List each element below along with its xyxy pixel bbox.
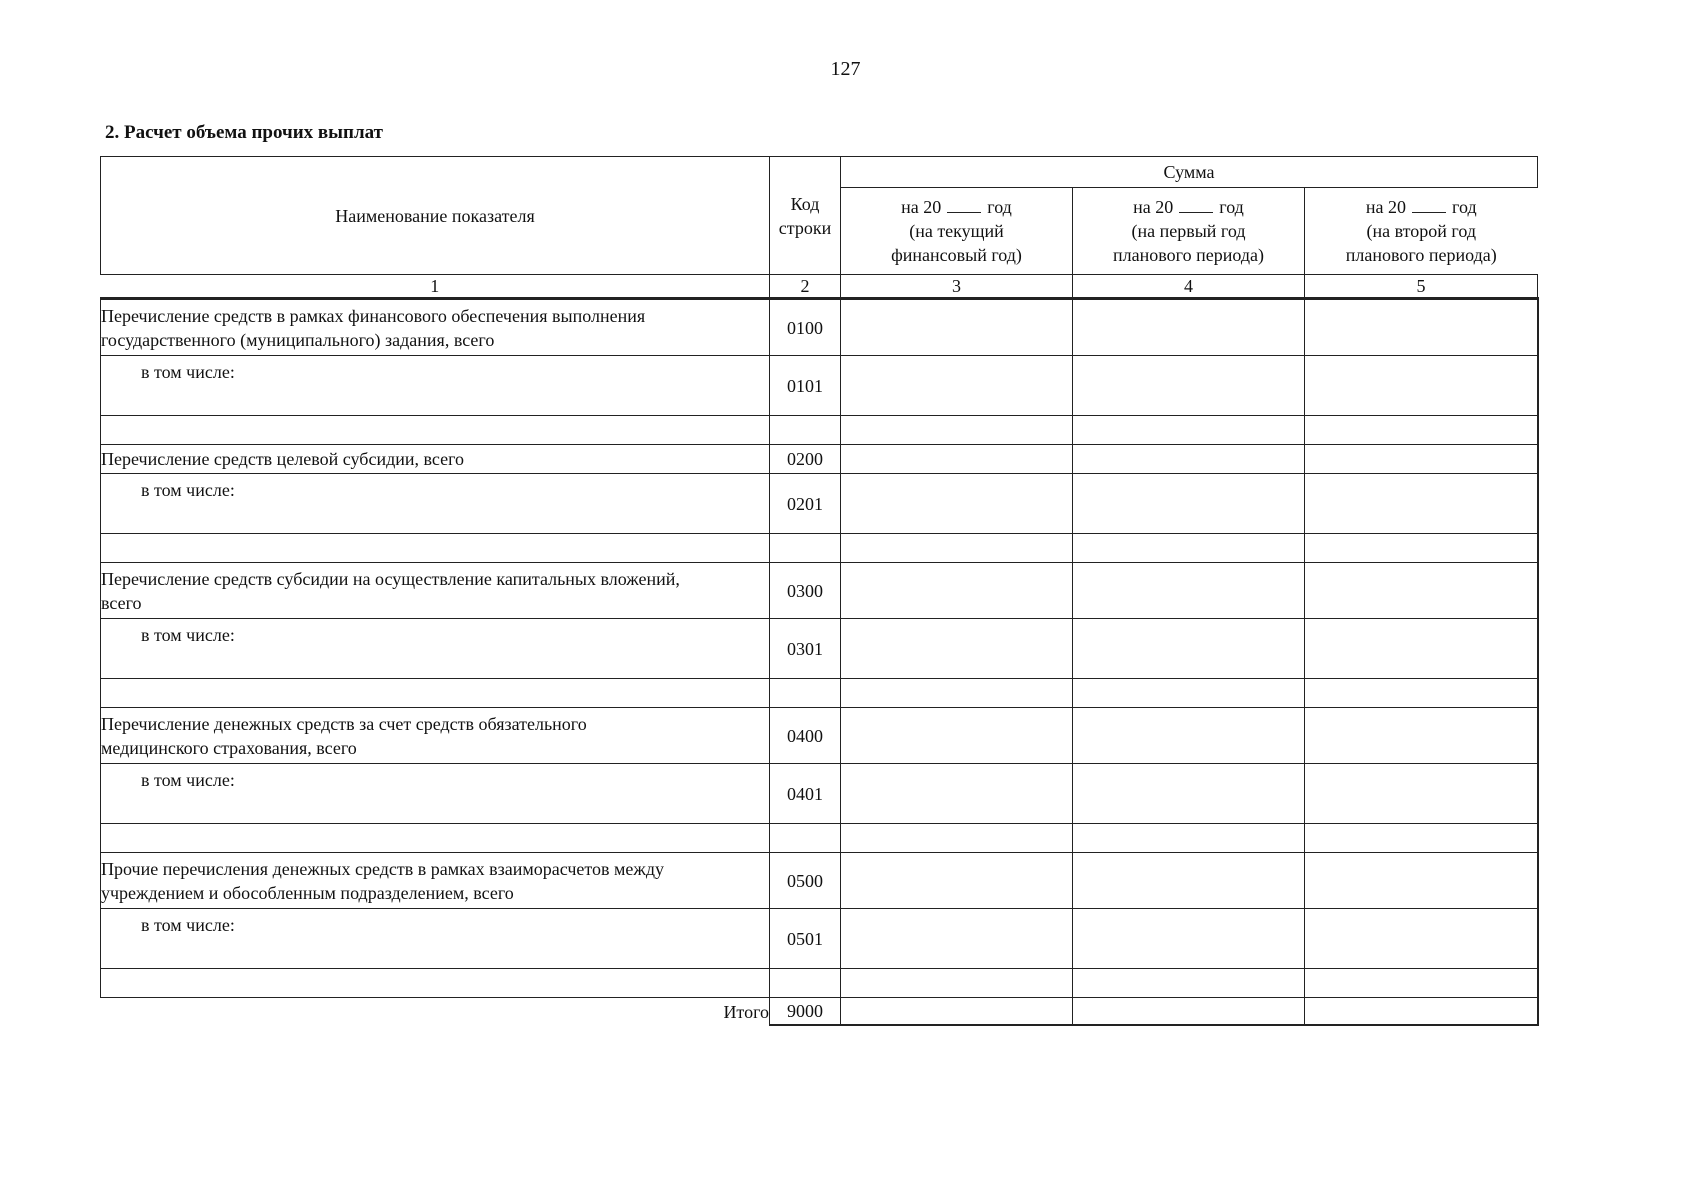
value-cell[interactable] bbox=[841, 824, 1073, 853]
value-cell[interactable] bbox=[1073, 853, 1305, 909]
total-value-cell[interactable] bbox=[1305, 998, 1538, 1026]
value-cell[interactable] bbox=[1305, 969, 1538, 998]
row-code bbox=[770, 534, 841, 563]
total-row bbox=[101, 998, 1538, 1026]
value-cell[interactable] bbox=[1305, 563, 1538, 619]
value-cell[interactable] bbox=[841, 969, 1073, 998]
row-code: 0200 bbox=[770, 445, 841, 474]
value-cell[interactable] bbox=[841, 909, 1073, 969]
table-row bbox=[101, 619, 1538, 679]
row-code bbox=[770, 679, 841, 708]
value-cell[interactable] bbox=[841, 445, 1073, 474]
row-code: 0101 bbox=[770, 356, 841, 416]
value-cell[interactable] bbox=[1073, 534, 1305, 563]
value-cell[interactable] bbox=[841, 764, 1073, 824]
table-row bbox=[101, 534, 1538, 563]
value-cell[interactable] bbox=[1073, 909, 1305, 969]
row-name: Перечисление средств в рамках финансового обеспечения выполнения государственного (муниципального) задания, всего bbox=[101, 299, 770, 356]
value-cell[interactable] bbox=[1305, 356, 1538, 416]
value-cell[interactable] bbox=[1073, 474, 1305, 534]
header-line-code: Код строки bbox=[770, 157, 841, 275]
row-code: 0501 bbox=[770, 909, 841, 969]
value-cell[interactable] bbox=[1305, 853, 1538, 909]
value-cell[interactable] bbox=[1305, 299, 1538, 356]
value-cell[interactable] bbox=[841, 853, 1073, 909]
row-name bbox=[101, 969, 770, 998]
table-row bbox=[101, 824, 1538, 853]
section-title: 2. Расчет объема прочих выплат bbox=[105, 122, 383, 143]
value-cell[interactable] bbox=[1305, 909, 1538, 969]
table-row bbox=[101, 445, 1538, 474]
table-row bbox=[101, 969, 1538, 998]
payments-table bbox=[100, 156, 1539, 1026]
total-code: 9000 bbox=[770, 998, 841, 1026]
table-row bbox=[101, 563, 1538, 619]
value-cell[interactable] bbox=[1073, 764, 1305, 824]
row-code: 0401 bbox=[770, 764, 841, 824]
value-cell[interactable] bbox=[1073, 969, 1305, 998]
value-cell[interactable] bbox=[1073, 679, 1305, 708]
value-cell[interactable] bbox=[841, 563, 1073, 619]
value-cell[interactable] bbox=[841, 619, 1073, 679]
value-cell[interactable] bbox=[1073, 445, 1305, 474]
row-name: Перечисление денежных средств за счет средств обязательного медицинского страхования, всего bbox=[101, 708, 770, 764]
row-code: 0400 bbox=[770, 708, 841, 764]
value-cell[interactable] bbox=[841, 534, 1073, 563]
row-subtitle: в том числе: bbox=[101, 909, 770, 969]
value-cell[interactable] bbox=[841, 416, 1073, 445]
row-name: Перечисление средств целевой субсидии, всего bbox=[101, 445, 770, 474]
column-number: 3 bbox=[841, 275, 1073, 299]
total-value-cell[interactable] bbox=[841, 998, 1073, 1026]
row-name bbox=[101, 416, 770, 445]
value-cell[interactable] bbox=[1305, 416, 1538, 445]
row-code: 0201 bbox=[770, 474, 841, 534]
value-cell[interactable] bbox=[1305, 534, 1538, 563]
row-code: 0500 bbox=[770, 853, 841, 909]
value-cell[interactable] bbox=[1073, 299, 1305, 356]
row-code: 0100 bbox=[770, 299, 841, 356]
row-name: Прочие перечисления денежных средств в рамках взаиморасчетов между учреждением и обособленным подразделением, всего bbox=[101, 853, 770, 909]
value-cell[interactable] bbox=[1073, 356, 1305, 416]
row-subtitle: в том числе: bbox=[101, 356, 770, 416]
column-numbers-row bbox=[101, 275, 1538, 299]
header-year-current: на 20 год (на текущий финансовый год) bbox=[841, 188, 1073, 275]
value-cell[interactable] bbox=[1305, 619, 1538, 679]
header-indicator-name: Наименование показателя bbox=[101, 157, 770, 275]
header-year-first-plan: на 20 год (на первый год планового периода) bbox=[1073, 188, 1305, 275]
value-cell[interactable] bbox=[841, 708, 1073, 764]
page-number: 127 bbox=[830, 58, 861, 80]
value-cell[interactable] bbox=[1305, 708, 1538, 764]
row-code bbox=[770, 969, 841, 998]
column-number: 4 bbox=[1073, 275, 1305, 299]
column-number: 5 bbox=[1305, 275, 1538, 299]
value-cell[interactable] bbox=[841, 474, 1073, 534]
column-number: 2 bbox=[770, 275, 841, 299]
value-cell[interactable] bbox=[1305, 824, 1538, 853]
row-subtitle: в том числе: bbox=[101, 474, 770, 534]
table-row bbox=[101, 356, 1538, 416]
row-code bbox=[770, 416, 841, 445]
value-cell[interactable] bbox=[841, 299, 1073, 356]
header-sum: Сумма bbox=[841, 157, 1538, 188]
row-subtitle: в том числе: bbox=[101, 764, 770, 824]
value-cell[interactable] bbox=[1305, 764, 1538, 824]
table-row bbox=[101, 416, 1538, 445]
column-number: 1 bbox=[101, 275, 770, 299]
row-name bbox=[101, 824, 770, 853]
value-cell[interactable] bbox=[1073, 619, 1305, 679]
table-row bbox=[101, 474, 1538, 534]
value-cell[interactable] bbox=[841, 679, 1073, 708]
value-cell[interactable] bbox=[1073, 708, 1305, 764]
row-subtitle: в том числе: bbox=[101, 619, 770, 679]
row-code: 0300 bbox=[770, 563, 841, 619]
table-row bbox=[101, 853, 1538, 909]
row-name bbox=[101, 679, 770, 708]
total-label: Итого bbox=[101, 998, 770, 1026]
table-row bbox=[101, 299, 1538, 356]
row-name: Перечисление средств субсидии на осуществление капитальных вложений, всего bbox=[101, 563, 770, 619]
value-cell[interactable] bbox=[1305, 474, 1538, 534]
value-cell[interactable] bbox=[1305, 445, 1538, 474]
value-cell[interactable] bbox=[1073, 824, 1305, 853]
total-value-cell[interactable] bbox=[1073, 998, 1305, 1026]
row-code bbox=[770, 824, 841, 853]
value-cell[interactable] bbox=[1073, 416, 1305, 445]
row-code: 0301 bbox=[770, 619, 841, 679]
value-cell[interactable] bbox=[841, 356, 1073, 416]
table-row bbox=[101, 909, 1538, 969]
value-cell[interactable] bbox=[1073, 563, 1305, 619]
header-year-second-plan: на 20 год (на второй год планового периода) bbox=[1305, 188, 1538, 275]
table-row bbox=[101, 708, 1538, 764]
table-row bbox=[101, 764, 1538, 824]
value-cell[interactable] bbox=[1305, 679, 1538, 708]
table-row bbox=[101, 679, 1538, 708]
row-name bbox=[101, 534, 770, 563]
